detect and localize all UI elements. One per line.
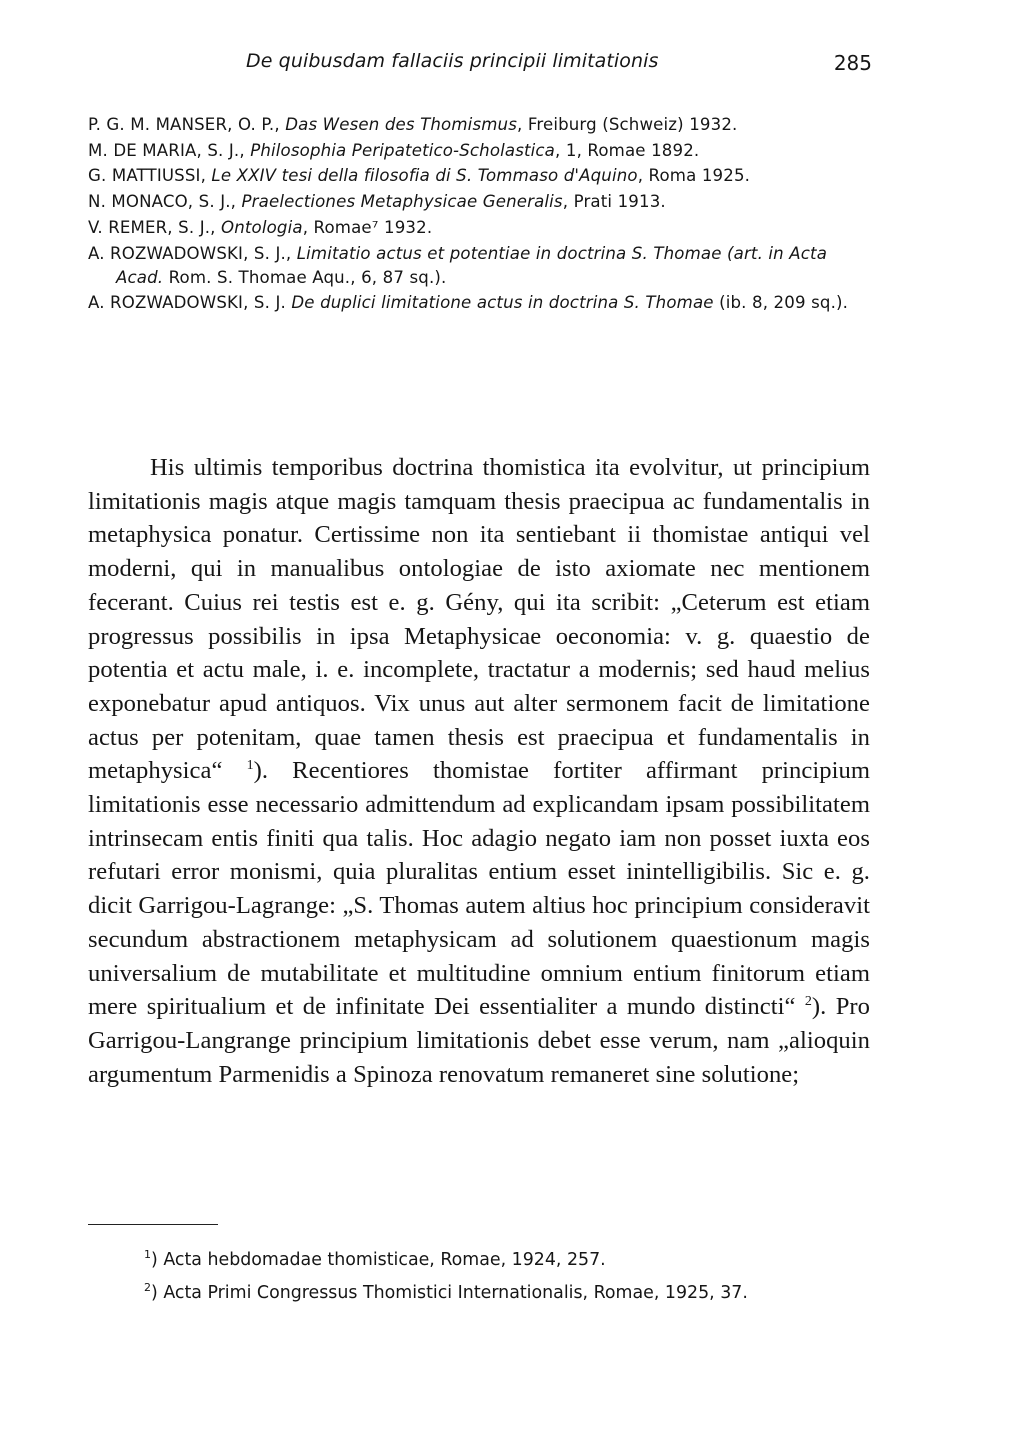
bib-details: Rom. S. Thomae Aqu., 6, 87 sq.). bbox=[163, 267, 447, 287]
bib-author: N. MONACO, S. J., bbox=[88, 192, 242, 212]
bib-details: (ib. 8, 209 sq.). bbox=[713, 293, 849, 313]
bibliography-entry bbox=[88, 291, 878, 315]
bib-details: , Roma 1925. bbox=[637, 166, 751, 186]
page-number: 285 bbox=[833, 51, 872, 75]
bib-details: , Prati 1913. bbox=[562, 192, 666, 212]
bib-title: Das Wesen des Thomismus bbox=[285, 115, 518, 134]
running-head bbox=[88, 50, 872, 80]
bib-title: Limitatio actus et potentiae in doctrina S. Thomae (art. in Acta Acad. bbox=[116, 243, 828, 287]
footnote-text: ) Acta Primi Congressus Thomistici Internationalis, Romae, 1925, 37. bbox=[151, 1283, 748, 1303]
bib-details: , Freiburg (Schweiz) 1932. bbox=[517, 115, 738, 134]
bib-title: Le XXIV tesi della filosofia di S. Tommaso d'Aquino bbox=[211, 166, 638, 186]
bib-author: A. ROZWADOWSKI, S. J., bbox=[88, 243, 297, 263]
footnote-list bbox=[144, 1244, 884, 1310]
bibliography-entry bbox=[88, 113, 878, 137]
bibliography-entry bbox=[88, 164, 878, 188]
bib-author: A. ROZWADOWSKI, S. J. bbox=[88, 293, 292, 313]
bibliography-entry bbox=[88, 190, 878, 214]
body-text-part: ). Pro Garrigou-Langrange principium limitationis debet esse verum, nam „alioquin argumentum Parmenidis a Spinoza renovatum remaneret sine solutione; bbox=[88, 993, 871, 1088]
footnote-reference[interactable]: 2 bbox=[804, 994, 812, 1010]
bibliography-entry bbox=[88, 242, 878, 290]
book-page bbox=[88, 0, 878, 1447]
bibliography-entry bbox=[88, 139, 878, 163]
bib-title: De duplici limitatione actus in doctrina S. Thomae bbox=[291, 293, 714, 313]
footnote-reference[interactable]: 1 bbox=[246, 758, 254, 774]
bib-author: G. MATTIUSSI, bbox=[88, 166, 212, 186]
bib-title: Philosophia Peripatetico-Scholastica bbox=[250, 140, 556, 160]
body-text-part: ). Recentiores thomistae fortiter affirmant principium limitationis esse necessario admittendum ad explicandam ipsam possibilitatem intrinsecam entis finiti qua talis. Hoc adagio negato iam non posset iuxta eos refutari error monismi, quia pluralitas entium esset inintelligibilis. Sic e. g. dicit Garrigou-Lagrange: „S. Thomas autem altius hoc principium consideravit secundum abstractionem metaphysicam ad solutionem quaestionum magis universalium de mutabilitate et multitudine omnium entium finitorum etiam mere spiritualium et de infinitate Dei essentialiter a mundo distincti“ bbox=[88, 757, 870, 1021]
bib-author: P. G. M. MANSER, O. P., bbox=[88, 115, 286, 134]
bibliography-entry bbox=[88, 216, 878, 240]
bib-details: , 1, Romae 1892. bbox=[555, 140, 700, 160]
bib-title: Ontologia bbox=[221, 217, 303, 237]
bib-details: , Romae⁷ 1932. bbox=[302, 217, 433, 237]
bib-author: V. REMER, S. J., bbox=[88, 217, 222, 237]
bib-title: Praelectiones Metaphysicae Generalis bbox=[241, 192, 563, 212]
footnote bbox=[144, 1244, 884, 1277]
footnote-divider bbox=[88, 1224, 218, 1225]
footnote-text: ) Acta hebdomadae thomisticae, Romae, 1924, 257. bbox=[151, 1250, 606, 1270]
footnote bbox=[144, 1277, 884, 1310]
bib-author: M. DE MARIA, S. J., bbox=[88, 140, 251, 160]
footnote-mark: 1 bbox=[144, 1248, 151, 1262]
body-paragraph bbox=[88, 451, 870, 1091]
bibliography-list bbox=[88, 113, 878, 317]
footnote-mark: 2 bbox=[144, 1281, 151, 1295]
body-text-part: His ultimis temporibus doctrina thomistica ita evolvitur, ut principium limitationis magis atque magis tamquam thesis praecipua ac fundamentalis in metaphysica ponatur. Certissime non ita sentiebant ii thomistae antiqui vel moderni, qui in manualibus ontologiae de isto axiomate nec mentionem fecerant. Cuius rei testis est e. g. Gény, qui ita scribit: „Ceterum est etiam progressus possibilis in ipsa Metaphysicae oeconomia: v. g. quaestio de potentia et actu male, i. e. incomplete, tractatur a modernis; sed haud melius exponebatur apud antiquos. Vix unus aut alter sermonem facit de limitatione actus per potenitam, quae tamen thesis est praecipua et fundamentalis in metaphysica“ bbox=[88, 454, 870, 785]
running-title: De quibusdam fallaciis principii limitationis bbox=[246, 50, 659, 72]
